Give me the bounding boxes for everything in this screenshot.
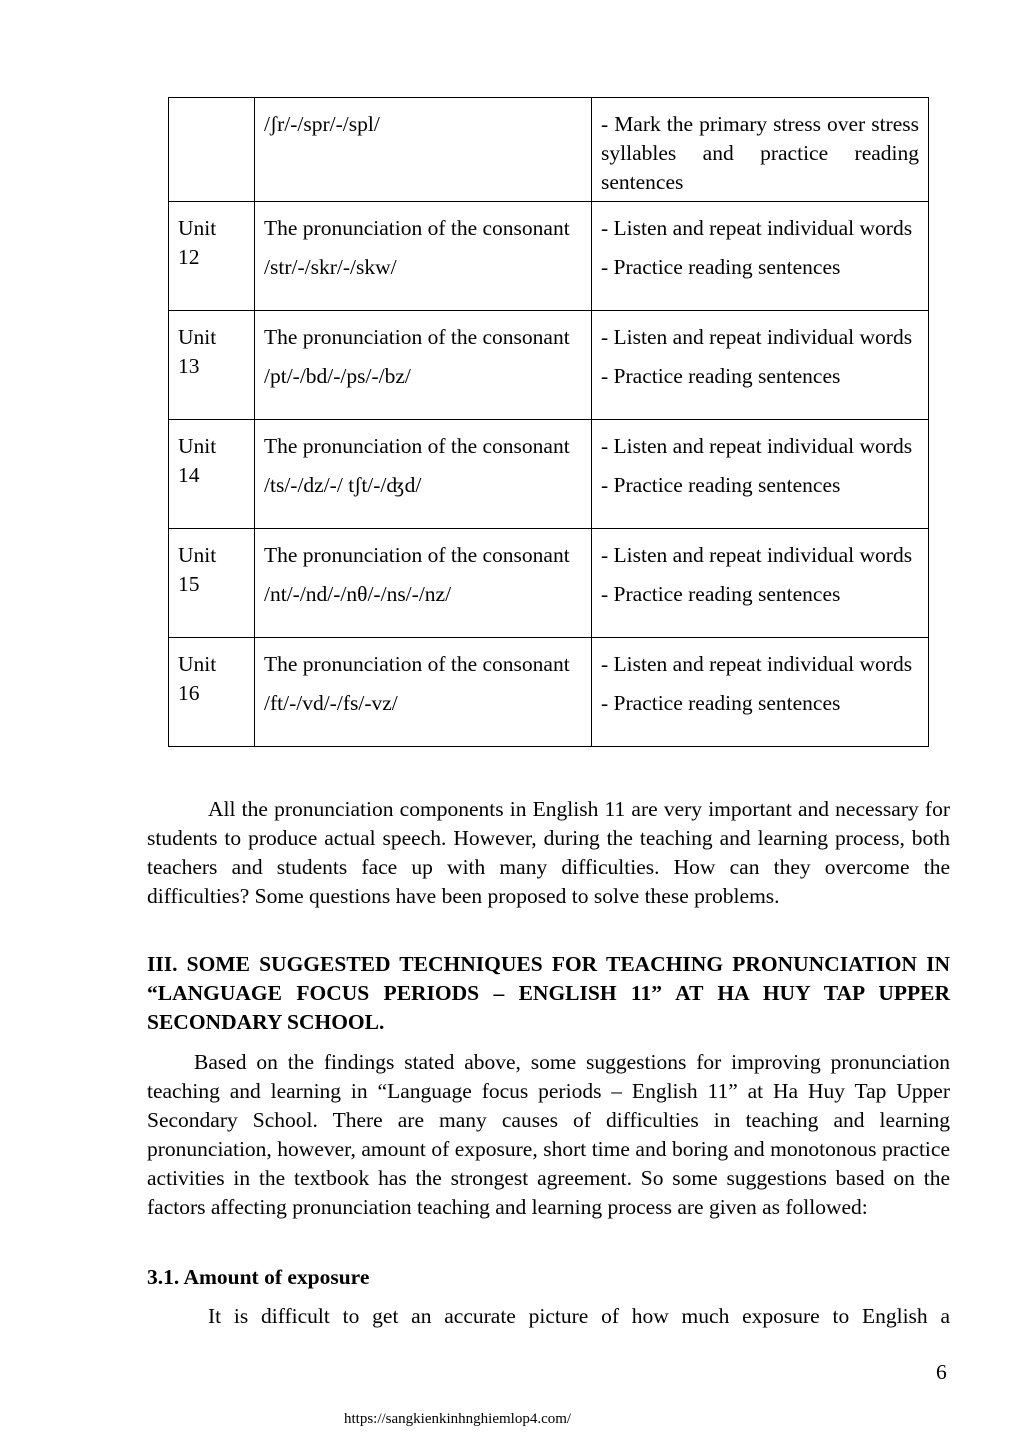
table-row — [169, 638, 929, 747]
consonant-cluster: /ʃr/-/spr/-/spl/ — [264, 112, 380, 136]
consonant-cluster: /ts/-/dz/-/ tʃt/-/ʤd/ — [264, 473, 422, 497]
content-cell — [255, 638, 592, 747]
body-paragraph-2: Based on the findings stated above, some suggestions for improving pronunciation teaching and learning in “Language focus periods – English 11” at Ha Huy Tap Upper Secondary School. There are many causes of difficulties in teaching and learning pronunciation, however, amount of exposure, short time and boring and monotonous practice activities in the textbook has the strongest agreement. So some suggestions based on the factors affecting pronunciation teaching and learning process are given as followed: — [147, 1050, 950, 1219]
table-row — [169, 529, 929, 638]
content-cell — [255, 202, 592, 311]
unit-cell: Unit 12 — [169, 202, 255, 311]
activity-text: - Listen and repeat individual words — [601, 434, 913, 458]
consonant-cluster: /str/-/skr/-/skw/ — [264, 255, 397, 279]
content-description: The pronunciation of the consonant — [264, 652, 570, 676]
activity-text: - Practice reading sentences — [601, 582, 841, 606]
content-description: The pronunciation of the consonant — [264, 434, 570, 458]
unit-cell — [169, 98, 255, 202]
table-row — [169, 420, 929, 529]
content-cell — [255, 311, 592, 420]
table-row — [169, 202, 929, 311]
activity-cell — [592, 529, 929, 638]
subsection-heading: 3.1. Amount of exposure — [147, 1265, 370, 1289]
activity-cell — [592, 638, 929, 747]
footer-url: https://sangkienkinhnghiemlop4.com/ — [344, 1411, 572, 1427]
activity-text: - Listen and repeat individual words — [601, 216, 913, 240]
section-heading: III. SOME SUGGESTED TECHNIQUES FOR TEACHING PRONUNCIATION IN “LANGUAGE FOCUS PERIODS – ENGLISH 11” AT HA HUY TAP UPPER SECONDARY SCHOOL. — [147, 952, 950, 1034]
unit-cell: Unit 16 — [169, 638, 255, 747]
content-description: The pronunciation of the consonant — [264, 543, 570, 567]
content-cell — [255, 98, 592, 202]
activity-cell — [592, 202, 929, 311]
unit-cell: Unit 15 — [169, 529, 255, 638]
table-row — [169, 98, 929, 202]
consonant-cluster: /nt/-/nd/-/nθ/-/ns/-/nz/ — [264, 582, 452, 606]
table-row — [169, 311, 929, 420]
activity-text: - Practice reading sentences — [601, 691, 841, 715]
activity-text: - Listen and repeat individual words — [601, 325, 913, 349]
activity-text: - Mark the primary stress over stress syllables and practice reading sentences — [601, 112, 919, 194]
unit-cell: Unit 14 — [169, 420, 255, 529]
content-description: The pronunciation of the consonant — [264, 325, 570, 349]
content-cell — [255, 420, 592, 529]
activity-cell — [592, 311, 929, 420]
activity-text: - Listen and repeat individual words — [601, 543, 913, 567]
activity-cell — [592, 98, 929, 202]
pronunciation-units-table — [168, 97, 929, 747]
unit-cell: Unit 13 — [169, 311, 255, 420]
body-paragraph-1: All the pronunciation components in English 11 are very important and necessary for students to produce actual speech. However, during the teaching and learning process, both teachers and students face up with many difficulties. How can they overcome the difficulties? Some questions have been proposed to solve these problems. — [147, 797, 950, 908]
activity-text: - Practice reading sentences — [601, 255, 841, 279]
body-paragraph-3: It is difficult to get an accurate picture of how much exposure to English a — [208, 1304, 950, 1328]
content-description: The pronunciation of the consonant — [264, 216, 570, 240]
activity-cell — [592, 420, 929, 529]
activity-text: - Practice reading sentences — [601, 364, 841, 388]
content-cell — [255, 529, 592, 638]
consonant-cluster: /ft/-/vd/-/fs/-vz/ — [264, 691, 398, 715]
activity-text: - Practice reading sentences — [601, 473, 841, 497]
activity-text: - Listen and repeat individual words — [601, 652, 913, 676]
consonant-cluster: /pt/-/bd/-/ps/-/bz/ — [264, 364, 411, 388]
page-number: 6 — [936, 1360, 947, 1384]
